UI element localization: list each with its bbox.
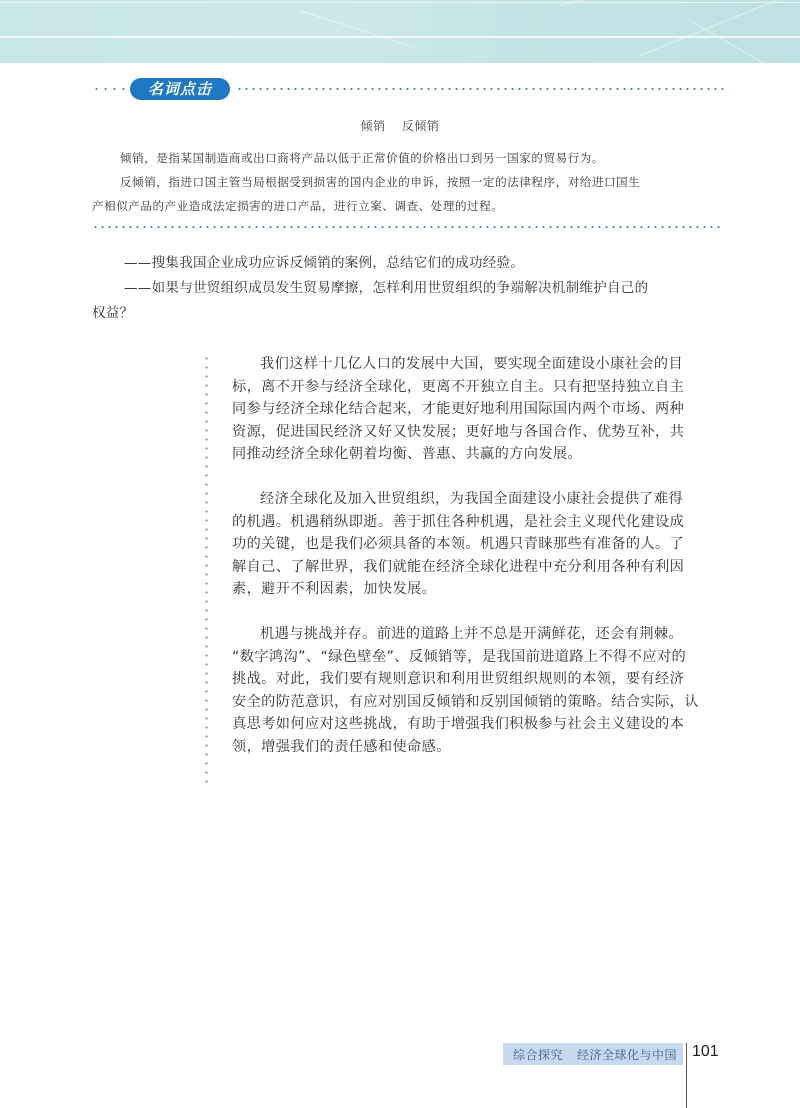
paragraph-line: 我们这样十几亿人口的发展中大国，要实现全面建设小康社会的目 xyxy=(260,356,684,372)
header-line-top xyxy=(0,2,800,3)
dotted-divider xyxy=(92,226,724,228)
term-title-dumping: 倾销 xyxy=(360,119,386,133)
footer-running-title xyxy=(513,1046,677,1063)
paragraph-line: 的机遇。机遇稍纵即逝。善于抓住各种机遇，是社会主义现代化建设成 xyxy=(232,513,685,530)
header-band xyxy=(0,0,800,63)
paragraph-line: 同参与经济全球化结合起来，才能更好地利用国际国内两个市场、两种 xyxy=(232,401,685,417)
term-title-antidumping: 反倾销 xyxy=(401,119,440,133)
paragraph-line: 真思考如何应对这些挑战，有助于增强我们积极参与社会主义建设的本 xyxy=(232,716,685,732)
paragraph-line: 功的关键，也是我们必须具备的本领。机遇只青睐那些有准备的人。了 xyxy=(232,536,685,552)
paragraph-line: 安全的防范意识，有应对别国反倾销和反别国倾销的策略。结合实际，认 xyxy=(232,693,699,710)
paragraph-line: 资源，促进国民经济又好又快发展；更好地与各国合作、优势互补，共 xyxy=(232,423,685,440)
paragraph-line: 挑战。对此，我们要有规则意识和利用世贸组织规则的本领，要有经济 xyxy=(232,671,685,687)
paragraph-line: 经济全球化及加入世贸组织，为我国全面建设小康社会提供了难得 xyxy=(260,491,684,507)
question-1: ——搜集我国企业成功应诉反倾销的案例，总结它们的成功经验。 xyxy=(124,255,525,271)
footer-section: 综合探究 xyxy=(513,1048,564,1062)
footer-vertical-rule xyxy=(686,1043,687,1108)
dotted-divider xyxy=(92,88,128,90)
page-number: 101 xyxy=(692,1043,719,1060)
term-label-pill: 名词点击 xyxy=(130,78,230,100)
term-box-header xyxy=(92,78,732,100)
footer-chapter: 经济全球化与中国 xyxy=(577,1048,678,1062)
paragraph-line: “数字鸿沟”、“绿色壁垒”、反倾销等，是我国前进道路上不得不应对的 xyxy=(232,648,687,665)
paragraph-line: 机遇与挑战并存。前进的道路上并不总是开满鲜花，还会有荆棘。 xyxy=(260,626,684,642)
paragraph-line: 解自己、了解世界，我们就能在经济全球化进程中充分利用各种有利因 xyxy=(232,558,685,575)
body-paragraph-2 xyxy=(232,488,722,601)
dotted-quote-border xyxy=(205,354,208,784)
paragraph-line: 领，增强我们的责任感和使命感。 xyxy=(232,738,451,755)
header-decorative-streak xyxy=(640,0,779,56)
question-2: ——如果与世贸组织成员发生贸易摩擦，怎样利用世贸组织的争端解决机制维护自己的 xyxy=(124,280,649,296)
definition-antidumping-line2: 产相似产品的产业造成法定损害的进口产品，进行立案、调查、处理的过程。 xyxy=(92,199,504,213)
definition-antidumping-line1: 反倾销，指进口国主管当局根据受到损害的国内企业的申诉，按照一定的法律程序，对给进口国生 xyxy=(120,175,641,189)
question-2-continued: 权益？ xyxy=(92,305,134,321)
paragraph-line: 同推动经济全球化朝着均衡、普惠、共赢的方向发展。 xyxy=(232,446,583,462)
dotted-divider xyxy=(236,88,726,90)
body-paragraph-1 xyxy=(232,353,722,466)
paragraph-line: 标，离不开参与经济全球化，更离不开独立自主。只有把坚持独立自主 xyxy=(232,378,685,395)
body-paragraph-3 xyxy=(232,623,722,758)
header-decorative-streak xyxy=(690,20,786,63)
definition-dumping: 倾销，是指某国制造商或出口商将产品以低于正常价值的价格出口到另一国家的贸易行为。 xyxy=(120,151,604,165)
header-decorative-streak xyxy=(300,10,414,48)
paragraph-line: 素，避开不利因素，加快发展。 xyxy=(232,581,437,597)
term-title xyxy=(0,117,800,134)
